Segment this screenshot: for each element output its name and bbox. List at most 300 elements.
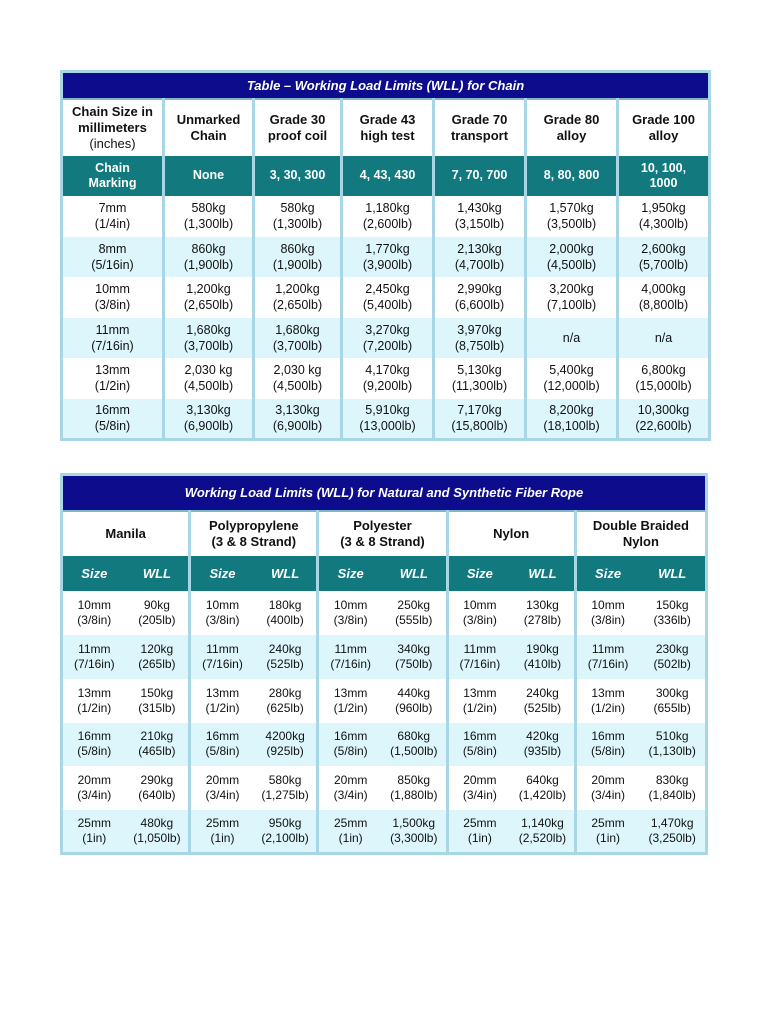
chain-size-cell: [62, 237, 164, 277]
rope-size-line1: 10mm: [334, 597, 368, 612]
rope-wll-line2: (1,275lb): [261, 787, 309, 802]
rope-wll-cell: [639, 591, 706, 635]
rope-size-line2: (5/8in): [77, 744, 112, 758]
grade-header-line2: alloy: [648, 127, 679, 143]
grade-header-line2: proof coil: [267, 127, 328, 143]
rope-wll-line2: (336lb): [653, 612, 691, 627]
table-row: [62, 679, 707, 723]
chain-wll-line1: 1,680kg: [186, 322, 231, 337]
chain-wll-line1: n/a: [654, 330, 673, 345]
rope-wll-cell: [382, 591, 447, 635]
rope-wll-cell: [254, 810, 318, 854]
rope-wll-line2: (1,050lb): [133, 830, 181, 845]
rope-wll-cell: [382, 679, 447, 723]
chain-wll-line1: 3,130kg: [275, 403, 320, 418]
rope-wll-line1: 510kg: [655, 729, 689, 743]
chain-wll-line2: (3,900lb): [362, 257, 413, 272]
rope-size-line1: 11mm: [591, 641, 625, 656]
rope-size-line2: (1in): [338, 830, 363, 845]
rope-size-line2: (1/2in): [591, 700, 626, 715]
chain-wll-line1: 2,030 kg: [273, 363, 322, 377]
rope-wll-cell: [511, 810, 575, 854]
rope-size-cell: [447, 679, 511, 723]
rope-wll-line1: 4200kg: [265, 729, 305, 743]
chain-wll-line1: 2,990kg: [457, 282, 502, 296]
rope-size-cell: [62, 591, 126, 635]
chain-wll-line1: 1,200kg: [275, 282, 320, 296]
rope-size-cell: [447, 810, 511, 854]
chain-size-cell: [62, 196, 164, 237]
rope-size-line2: (5/8in): [591, 744, 626, 758]
chain-marking: [254, 156, 342, 196]
rope-wll-line2: (750lb): [395, 656, 433, 671]
rope-size-line2: (3/8in): [77, 612, 112, 627]
rope-size-line1: 16mm: [463, 729, 497, 743]
rope-material-line2: (3 & 8 Strand): [211, 533, 297, 549]
rope-wll-label: WLL: [254, 556, 318, 591]
rope-size-label: Size: [62, 556, 126, 591]
rope-wll-line1: 280kg: [268, 685, 302, 700]
table-row: [62, 237, 710, 277]
rope-size-cell: [575, 679, 639, 723]
rope-size-line2: (1in): [467, 830, 492, 845]
chain-wll-cell: [254, 277, 342, 318]
chain-wll-line1: 7,170kg: [457, 403, 502, 418]
rope-wll-line2: (1,130lb): [648, 744, 696, 758]
chain-wll-line2: (13,000lb): [359, 419, 416, 434]
grade-header-line2: Chain: [190, 127, 227, 143]
chain-size-line1: 16mm: [95, 403, 130, 418]
chain-wll-cell: [342, 237, 434, 277]
rope-wll-line1: 230kg: [655, 641, 689, 656]
chain-wll-line2: (4,700lb): [454, 257, 505, 272]
chain-size-line2: (1/4in): [94, 217, 131, 231]
rope-wll-line1: 210kg: [140, 729, 174, 743]
chain-wll-cell: [254, 358, 342, 399]
rope-material-header: [318, 511, 447, 556]
grade-header-line2: high test: [360, 127, 415, 143]
rope-material-line1: Polypropylene: [208, 517, 299, 533]
rope-wll-line2: (935lb): [523, 744, 562, 758]
rope-size-line2: (5/8in): [205, 744, 240, 758]
rope-wll-cell: [254, 723, 318, 766]
rope-size-line1: 20mm: [334, 772, 368, 787]
chain-size-cell: [62, 358, 164, 399]
rope-wll-line2: (925lb): [266, 744, 304, 758]
rope-wll-line1: 680kg: [397, 729, 431, 743]
chain-size-header: [62, 99, 164, 156]
rope-wll-line2: (502lb): [653, 656, 691, 671]
grade-header-line1: Grade 30: [269, 111, 326, 127]
rope-size-line2: (1/2in): [77, 700, 112, 715]
chain-wll-line2: (22,600lb): [635, 419, 692, 434]
chain-wll-cell: [618, 399, 710, 440]
chain-wll-line1: 10,300kg: [637, 403, 690, 418]
rope-size-cell: [447, 766, 511, 810]
chain-wll-line1: 580kg: [191, 201, 226, 215]
rope-wll-cell: [254, 591, 318, 635]
table-row: [62, 399, 710, 440]
rope-size-line1: 20mm: [591, 772, 625, 787]
rope-size-cell: [190, 723, 254, 766]
chain-wll-cell: [434, 237, 526, 277]
grade-header-line1: Grade 70: [451, 111, 508, 127]
rope-size-cell: [62, 810, 126, 854]
chain-wll-line2: (2,650lb): [272, 298, 323, 312]
rope-size-label: Size: [318, 556, 382, 591]
chain-wll-line2: (1,900lb): [183, 257, 234, 272]
chain-wll-line1: 1,430kg: [457, 201, 502, 215]
chain-wll-cell: [164, 237, 254, 277]
chain-wll-line1: 1,570kg: [549, 201, 594, 215]
chain-wll-cell: [434, 318, 526, 358]
rope-size-cell: [318, 810, 382, 854]
chain-wll-line1: 1,770kg: [365, 241, 410, 256]
chain-wll-cell: [342, 277, 434, 318]
rope-size-line1: 20mm: [205, 772, 240, 787]
chain-wll-cell: [342, 358, 434, 399]
chain-wll-line2: (18,100lb): [543, 419, 600, 434]
rope-size-line1: 13mm: [205, 685, 240, 700]
rope-size-line2: (1/2in): [205, 700, 240, 715]
rope-size-line2: (5/8in): [462, 744, 497, 758]
rope-wll-line2: (555lb): [395, 612, 433, 627]
chain-wll-table: [60, 70, 711, 441]
chain-marking: [526, 156, 618, 196]
rope-wll-line2: (2,520lb): [518, 830, 567, 845]
chain-wll-line1: 3,970kg: [457, 322, 502, 337]
rope-wll-line1: 340kg: [397, 641, 431, 656]
rope-size-line2: (3/4in): [591, 787, 626, 802]
chain-wll-line2: (5,700lb): [638, 257, 689, 272]
chain-wll-cell: [618, 277, 710, 318]
rope-wll-line1: 640kg: [526, 772, 559, 787]
chain-wll-cell: [254, 196, 342, 237]
grade-header-line1: Grade 80: [543, 111, 600, 127]
chain-wll-cell: [434, 399, 526, 440]
grade-header-line2: transport: [450, 127, 509, 143]
chain-wll-cell: [342, 318, 434, 358]
rope-size-label: Size: [190, 556, 254, 591]
rope-size-line1: 20mm: [463, 772, 497, 787]
chain-wll-line2: (12,000lb): [543, 379, 600, 393]
rope-wll-line2: (265lb): [138, 656, 176, 671]
rope-size-line1: 10mm: [591, 597, 625, 612]
chain-wll-cell: [618, 196, 710, 237]
rope-size-line1: 11mm: [206, 641, 239, 656]
rope-wll-cell: [126, 766, 190, 810]
chain-wll-line2: (2,600lb): [362, 217, 413, 231]
chain-wll-line2: (8,800lb): [638, 298, 689, 312]
rope-size-line1: 13mm: [334, 685, 368, 700]
rope-wll-cell: [382, 723, 447, 766]
chain-wll-line1: 1,950kg: [641, 201, 686, 215]
chain-wll-cell: [164, 358, 254, 399]
rope-wll-line2: (315lb): [138, 700, 176, 715]
rope-material-header: [575, 511, 706, 556]
chain-wll-line1: 2,450kg: [365, 282, 410, 296]
chain-wll-line1: 580kg: [280, 201, 315, 215]
chain-wll-cell: [434, 277, 526, 318]
rope-size-line1: 25mm: [591, 815, 625, 830]
table-row: [62, 810, 707, 854]
chain-marking: [434, 156, 526, 196]
grade-header-line2: alloy: [556, 127, 587, 143]
rope-size-line2: (1/2in): [462, 700, 497, 715]
rope-wll-label: WLL: [639, 556, 706, 591]
chain-wll-line1: 8,200kg: [549, 403, 594, 418]
rope-material-header: [62, 511, 190, 556]
chain-wll-line1: 3,200kg: [549, 282, 594, 296]
chain-wll-cell: [618, 237, 710, 277]
chain-marking-line1: 8, 80, 800: [543, 168, 600, 182]
chain-size-line2: (5/8in): [94, 419, 131, 434]
chain-marking-label: [62, 156, 164, 196]
rope-size-line2: (1in): [82, 830, 107, 845]
rope-size-line1: 11mm: [78, 641, 111, 656]
chain-marking: [342, 156, 434, 196]
chain-wll-line2: (3,700lb): [272, 338, 323, 353]
rope-size-cell: [447, 591, 511, 635]
rope-wll-cell: [382, 635, 447, 679]
rope-wll-line1: 1,140kg: [521, 815, 564, 830]
rope-size-line1: 10mm: [205, 597, 240, 612]
rope-table-title: Working Load Limits (WLL) for Natural and Synthetic Fiber Rope: [62, 475, 707, 511]
chain-size-line1: 8mm: [98, 241, 127, 256]
rope-wll-line2: (3,250lb): [648, 830, 696, 845]
chain-marking: [618, 156, 710, 196]
rope-wll-cell: [254, 679, 318, 723]
chain-wll-line1: 860kg: [191, 241, 226, 256]
chain-wll-line2: (15,800lb): [451, 419, 508, 434]
chain-wll-line2: (5,400lb): [362, 298, 413, 312]
chain-wll-cell: [526, 318, 618, 358]
chain-wll-line2: (4,300lb): [638, 217, 689, 231]
chain-wll-line2: (4,500lb): [546, 257, 597, 272]
chain-wll-cell: [434, 358, 526, 399]
rope-size-line2: (7/16in): [73, 656, 115, 671]
chain-marking-line1: 4, 43, 430: [359, 168, 416, 182]
grade-header: [618, 99, 710, 156]
chain-marking-line1: 3, 30, 300: [269, 168, 326, 182]
rope-wll-cell: [639, 679, 706, 723]
rope-wll-cell: [254, 766, 318, 810]
rope-size-line2: (1in): [210, 830, 235, 845]
rope-wll-line1: 850kg: [397, 772, 431, 787]
chain-size-header-line1: Chain Size in: [72, 103, 153, 119]
rope-wll-line2: (278lb): [523, 612, 562, 627]
chain-size-header-line3: (inches): [89, 135, 136, 151]
chain-wll-cell: [618, 318, 710, 358]
rope-wll-cell: [126, 723, 190, 766]
rope-size-cell: [575, 591, 639, 635]
rope-wll-line1: 240kg: [268, 641, 302, 656]
rope-wll-cell: [126, 810, 190, 854]
chain-wll-cell: [526, 399, 618, 440]
rope-material-line1: Double Braided: [592, 517, 689, 533]
rope-size-label: Size: [575, 556, 639, 591]
rope-material-line1: Nylon: [493, 525, 530, 541]
rope-size-cell: [447, 635, 511, 679]
rope-wll-cell: [511, 766, 575, 810]
rope-wll-cell: [126, 591, 190, 635]
rope-size-cell: [190, 591, 254, 635]
chain-wll-line1: n/a: [562, 330, 581, 345]
chain-size-line1: 10mm: [95, 282, 130, 296]
chain-wll-cell: [254, 318, 342, 358]
chain-wll-line2: (7,200lb): [362, 338, 413, 353]
rope-wll-line2: (3,300lb): [390, 830, 438, 845]
rope-size-cell: [575, 766, 639, 810]
rope-wll-line2: (525lb): [266, 656, 304, 671]
chain-wll-line2: (1,900lb): [272, 257, 323, 272]
rope-size-line2: (3/8in): [205, 612, 240, 627]
chain-size-line1: 7mm: [98, 201, 127, 215]
chain-wll-cell: [164, 318, 254, 358]
rope-wll-line2: (1,500lb): [390, 744, 438, 758]
chain-size-cell: [62, 277, 164, 318]
chain-wll-line2: (1,300lb): [183, 217, 234, 231]
rope-material-header: [447, 511, 575, 556]
rope-size-line2: (3/8in): [333, 612, 368, 627]
chain-size-line1: 13mm: [95, 363, 130, 377]
rope-size-cell: [575, 810, 639, 854]
chain-wll-line2: (4,500lb): [183, 379, 234, 393]
table-row: [62, 635, 707, 679]
rope-wll-line1: 120kg: [140, 641, 174, 656]
chain-marking-line1: 10, 100,: [640, 160, 687, 175]
rope-wll-line2: (1,840lb): [648, 787, 696, 802]
chain-wll-line2: (9,200lb): [362, 379, 413, 393]
rope-size-cell: [62, 635, 126, 679]
rope-size-cell: [190, 635, 254, 679]
chain-marking-line1: None: [192, 168, 225, 182]
rope-size-line1: 11mm: [334, 641, 367, 656]
grade-header: [342, 99, 434, 156]
table-row: [62, 358, 710, 399]
chain-wll-line1: 2,130kg: [457, 241, 502, 256]
chain-size-line1: 11mm: [95, 322, 130, 337]
chain-wll-cell: [342, 196, 434, 237]
rope-size-line1: 25mm: [77, 815, 111, 830]
chain-marking-label-line2: Marking: [88, 175, 137, 190]
rope-size-line2: (5/8in): [333, 744, 368, 758]
rope-material-header: [190, 511, 318, 556]
rope-size-cell: [62, 679, 126, 723]
rope-wll-label: WLL: [382, 556, 447, 591]
chain-size-line2: (3/8in): [94, 298, 131, 312]
rope-size-line1: 10mm: [463, 597, 497, 612]
rope-wll-line1: 420kg: [526, 729, 559, 743]
chain-wll-cell: [434, 196, 526, 237]
chain-wll-cell: [254, 399, 342, 440]
rope-size-cell: [318, 591, 382, 635]
chain-wll-line2: (1,300lb): [272, 217, 323, 231]
rope-wll-cell: [382, 810, 447, 854]
rope-size-line1: 16mm: [591, 729, 625, 743]
rope-wll-line2: (205lb): [138, 612, 176, 627]
rope-wll-line1: 90kg: [143, 597, 170, 612]
chain-size-cell: [62, 399, 164, 440]
chain-wll-line2: (6,900lb): [183, 419, 234, 434]
rope-size-line2: (7/16in): [202, 656, 243, 671]
chain-wll-cell: [526, 277, 618, 318]
chain-wll-line1: 2,000kg: [549, 241, 594, 256]
grade-header: [254, 99, 342, 156]
chain-size-cell: [62, 318, 164, 358]
rope-size-line1: 13mm: [591, 685, 625, 700]
rope-material-line2: (3 & 8 Strand): [340, 533, 425, 549]
rope-wll-cell: [511, 591, 575, 635]
rope-wll-cell: [511, 679, 575, 723]
rope-wll-cell: [639, 766, 706, 810]
rope-wll-line1: 250kg: [397, 597, 431, 612]
chain-table-title: Table – Working Load Limits (WLL) for Chain: [62, 72, 710, 99]
rope-size-line2: (7/16in): [459, 656, 501, 671]
rope-size-line2: (3/8in): [591, 612, 626, 627]
rope-size-line1: 25mm: [334, 815, 368, 830]
chain-wll-line2: (3,150lb): [454, 217, 505, 231]
chain-size-line2: (1/2in): [94, 379, 131, 393]
rope-wll-line2: (465lb): [138, 744, 176, 758]
rope-wll-line1: 300kg: [655, 685, 689, 700]
rope-size-cell: [575, 635, 639, 679]
rope-size-cell: [190, 766, 254, 810]
rope-size-line1: 20mm: [77, 772, 111, 787]
chain-wll-line2: (6,900lb): [272, 419, 323, 434]
chain-wll-line1: 1,680kg: [275, 322, 320, 337]
chain-wll-line2: (7,100lb): [546, 298, 597, 312]
chain-wll-cell: [164, 196, 254, 237]
rope-size-line2: (7/16in): [587, 656, 629, 671]
rope-wll-table: [60, 473, 708, 855]
chain-marking-label-line1: Chain: [95, 160, 130, 175]
chain-wll-cell: [164, 277, 254, 318]
table-row: [62, 766, 707, 810]
rope-material-line2: Nylon: [622, 533, 659, 549]
chain-size-line2: (5/16in): [91, 257, 134, 272]
rope-wll-line1: 190kg: [526, 641, 559, 656]
chain-wll-line2: (3,700lb): [183, 338, 234, 353]
grade-header-line1: Grade 43: [359, 111, 416, 127]
chain-wll-line2: (4,500lb): [272, 379, 323, 393]
rope-wll-line1: 1,500kg: [392, 815, 436, 830]
rope-size-line2: (3/8in): [462, 612, 497, 627]
rope-wll-line2: (655lb): [653, 700, 691, 715]
rope-wll-line1: 480kg: [140, 815, 174, 830]
rope-wll-line2: (2,100lb): [261, 830, 309, 845]
chain-wll-line2: (8,750lb): [454, 338, 505, 353]
rope-wll-line2: (525lb): [523, 700, 562, 715]
table-row: [62, 591, 707, 635]
rope-material-line1: Polyester: [353, 517, 412, 533]
rope-wll-cell: [639, 810, 706, 854]
rope-size-line1: 16mm: [205, 729, 240, 743]
rope-wll-cell: [126, 635, 190, 679]
rope-wll-cell: [254, 635, 318, 679]
rope-wll-line1: 580kg: [268, 772, 302, 787]
rope-size-line2: (7/16in): [330, 656, 372, 671]
chain-marking-line2: 1000: [649, 175, 678, 190]
rope-size-cell: [190, 810, 254, 854]
rope-wll-line1: 150kg: [140, 685, 174, 700]
chain-size-line2: (7/16in): [91, 338, 134, 353]
table-row: [62, 723, 707, 766]
chain-wll-line1: 1,180kg: [365, 201, 410, 215]
grade-header: [526, 99, 618, 156]
rope-size-cell: [62, 723, 126, 766]
grade-header: [434, 99, 526, 156]
